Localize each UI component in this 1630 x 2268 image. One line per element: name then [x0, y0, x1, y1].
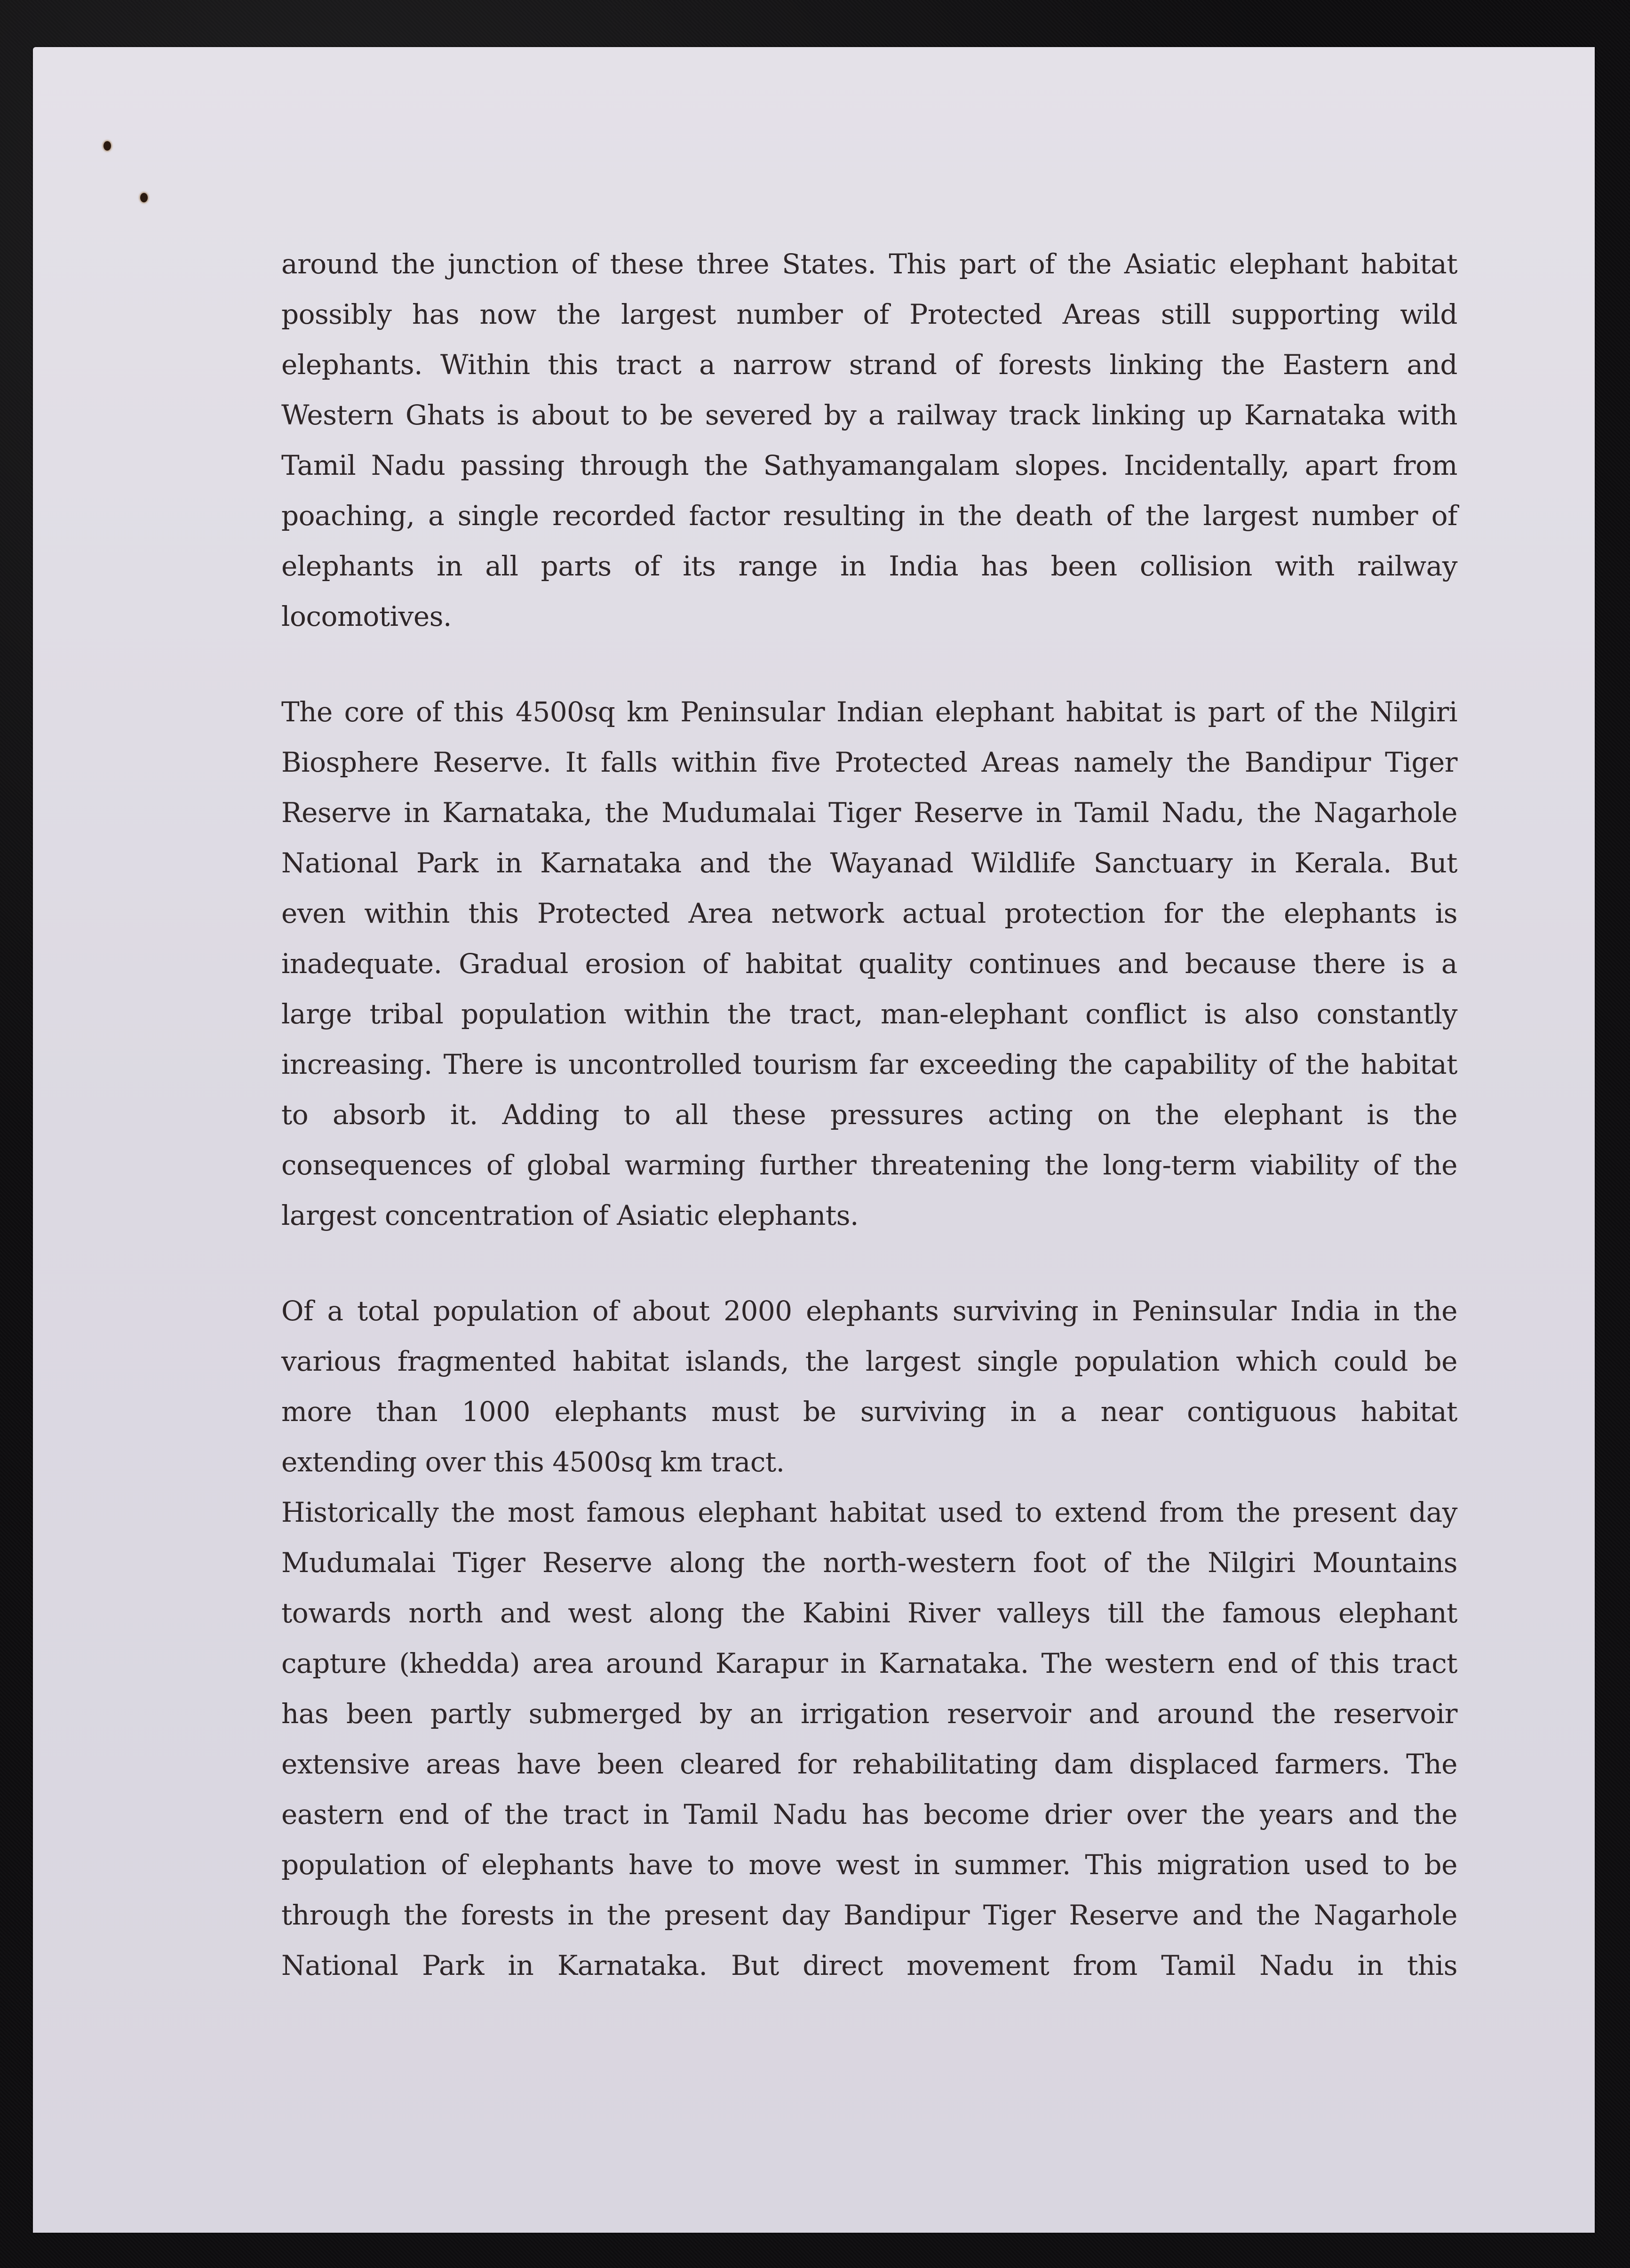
text-line: increasing. There is uncontrolled tourism far exceeding the capability of the habitat — [281, 1048, 1457, 1080]
text-line: capture (khedda) area around Karapur in Karnataka. The western end of this tract — [281, 1647, 1457, 1679]
text-line: Reserve in Karnataka, the Mudumalai Tiger Reserve in Tamil Nadu, the Nagarhole — [281, 797, 1457, 829]
text-line: to absorb it. Adding to all these pressures acting on the elephant is the — [281, 1099, 1457, 1131]
text-line: locomotives. — [281, 600, 452, 632]
text-line: has been partly submerged by an irrigation reservoir and around the reservoir — [281, 1698, 1457, 1730]
text-line: through the forests in the present day Bandipur Tiger Reserve and the Nagarhole — [281, 1899, 1457, 1931]
text-line: Western Ghats is about to be severed by a railway track linking up Karnataka with — [281, 399, 1457, 431]
text-line: largest concentration of Asiatic elephants. — [281, 1199, 859, 1231]
text-line: Historically the most famous elephant habitat used to extend from the present day — [281, 1496, 1457, 1528]
text-line: National Park in Karnataka and the Wayanad Wildlife Sanctuary in Kerala. But — [281, 847, 1457, 879]
text-line: large tribal population within the tract, man-elephant conflict is also constantly — [281, 998, 1457, 1030]
text-line: possibly has now the largest number of Protected Areas still supporting wild — [281, 298, 1457, 330]
text-line: Mudumalai Tiger Reserve along the north-western foot of the Nilgiri Mountains — [281, 1547, 1457, 1579]
text-line: towards north and west along the Kabini River valleys till the famous elephant — [281, 1597, 1457, 1629]
paragraph — [281, 1286, 1457, 1487]
text-line: consequences of global warming further threatening the long-term viability of the — [281, 1149, 1457, 1181]
paragraph — [281, 687, 1457, 1241]
paragraph — [281, 1487, 1457, 1991]
text-line: Of a total population of about 2000 elephants surviving in Peninsular India in the — [281, 1295, 1457, 1327]
punch-hole-mark — [140, 193, 148, 202]
paragraph — [281, 239, 1457, 642]
text-line: population of elephants have to move west in summer. This migration used to be — [281, 1849, 1457, 1881]
text-line: National Park in Karnataka. But direct movement from Tamil Nadu in this — [281, 1949, 1457, 1981]
text-line: around the junction of these three States. This part of the Asiatic elephant habitat — [281, 248, 1457, 280]
text-line: elephants in all parts of its range in India has been collision with railway — [281, 550, 1457, 582]
punch-hole-mark — [103, 141, 111, 151]
text-line: elephants. Within this tract a narrow strand of forests linking the Eastern and — [281, 349, 1457, 381]
text-line: extensive areas have been cleared for rehabilitating dam displaced farmers. The — [281, 1748, 1457, 1780]
text-line: more than 1000 elephants must be surviving in a near contiguous habitat — [281, 1396, 1457, 1428]
text-line: extending over this 4500sq km tract. — [281, 1446, 785, 1478]
text-line: The core of this 4500sq km Peninsular Indian elephant habitat is part of the Nilgiri — [281, 696, 1457, 728]
text-line: eastern end of the tract in Tamil Nadu has become drier over the years and the — [281, 1798, 1457, 1830]
paragraph-spacer — [281, 1241, 1457, 1286]
text-line: inadequate. Gradual erosion of habitat quality continues and because there is a — [281, 948, 1457, 980]
text-line: even within this Protected Area network actual protection for the elephants is — [281, 897, 1457, 929]
text-line: Biosphere Reserve. It falls within five Protected Areas namely the Bandipur Tiger — [281, 746, 1457, 778]
paragraph-spacer — [281, 642, 1457, 687]
document-body — [281, 239, 1457, 1991]
text-line: Tamil Nadu passing through the Sathyamangalam slopes. Incidentally, apart from — [281, 449, 1457, 481]
text-line: poaching, a single recorded factor resulting in the death of the largest number of — [281, 500, 1457, 532]
text-line: various fragmented habitat islands, the largest single population which could be — [281, 1345, 1457, 1377]
